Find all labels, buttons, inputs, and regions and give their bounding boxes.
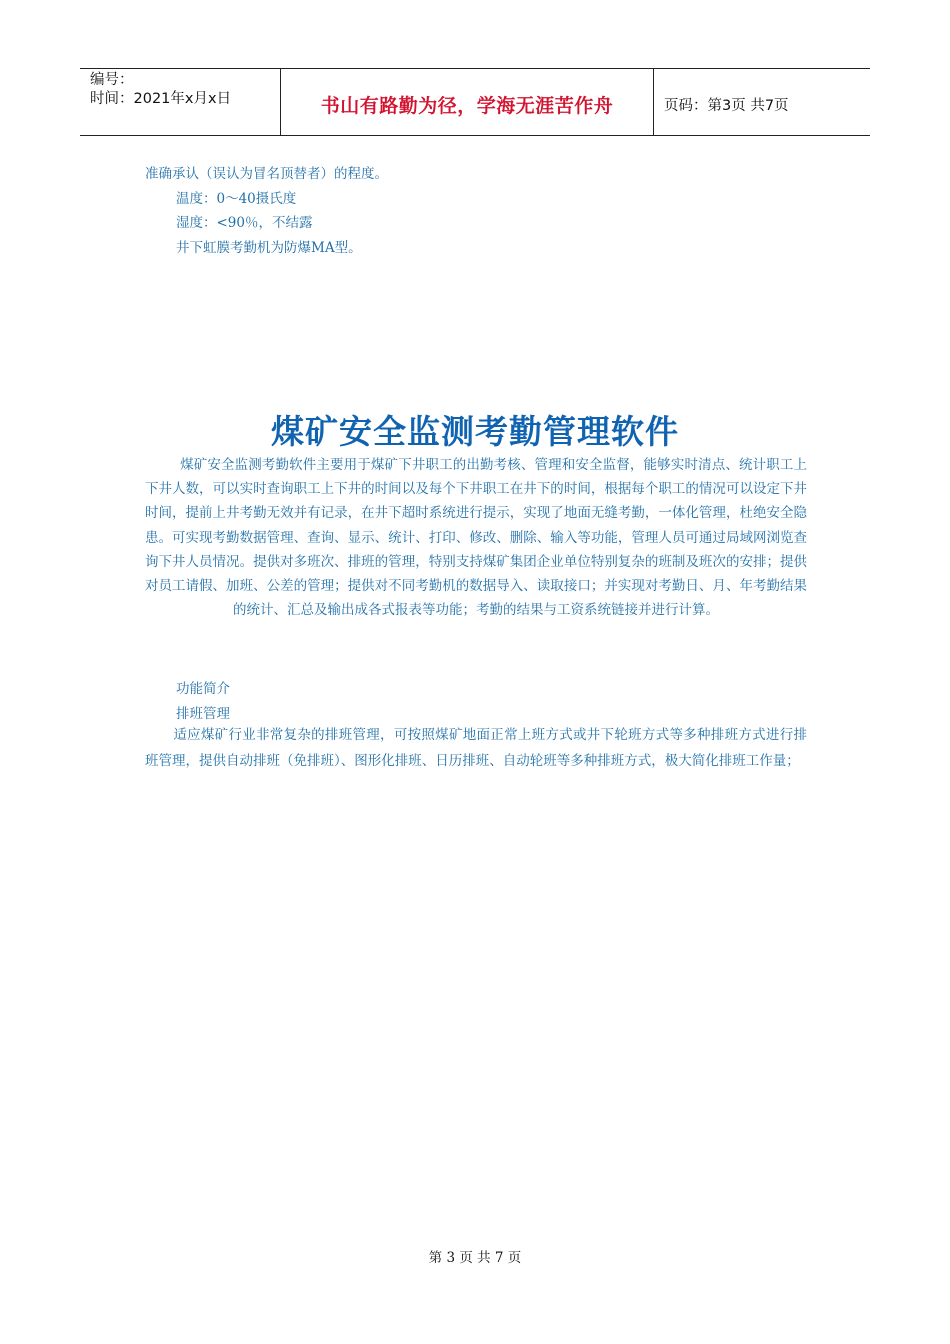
intro-line-4: 井下虹膜考勤机为防爆MA型。 [176,240,362,256]
main-paragraph: 煤矿安全监测考勤软件主要用于煤矿下井职工的出勤考核、管理和安全监督，能够实时清点、统计职工上下井人数，可以实时查询职工上下井的时间以及每个下井职工在井下的时间，根据每个职工的情况可以设定下井时间，提前上井考勤无效并有记录，在井下超时系统进行提示，实现了地面无缝考勤，一体化管理，杜绝安全隐患。可实现考勤数据管理、查询、显示、统计、打印、修改、删除、输入等功能，管理人员可通过局域网浏览查询下井人员情况。提供对多班次、排班的管理，特别支持煤矿集团企业单位特别复杂的班制及班次的安排；提供对员工请假、加班、公差的管理；提供对不同考勤机的数据导入、读取接口；并实现对考勤日、月、年考勤结果的统计、汇总及输出成各式报表等功能；考勤的结果与工资系统链接并进行计算。 [145,457,807,619]
page-header [80,68,870,136]
intro-line-1: 准确承认（误认为冒名顶替者）的程度。 [145,166,388,182]
header-meta [80,69,281,135]
header-page-code: 页码：第3页 共7页 [664,97,789,114]
page-footer: 第 3 页 共 7 页 [428,1250,522,1266]
header-motto-cell [281,69,654,135]
intro-line-3: 湿度：<90％，不结露 [176,215,313,231]
document-date: 时间：2021年x月x日 [90,91,232,107]
section-heading: 功能简介 [176,681,230,697]
header-motto: 书山有路勤为径，学海无涯苦作舟 [320,94,614,117]
intro-line-2: 温度：0～40摄氏度 [176,191,297,207]
document-title: 煤矿安全监测考勤管理软件 [271,412,679,451]
sub-heading: 排班管理 [176,706,230,722]
sub-paragraph: 适应煤矿行业非常复杂的排班管理，可按照煤矿地面正常上班方式或井下轮班方式等多种排班方式进行排班管理，提供自动排班（免排班）、图形化排班、日历排班、自动轮班等多种排班方式，极大简化排班工作量； [145,727,807,769]
document-number-label: 编号： [90,72,134,88]
header-page-code-cell [654,69,870,135]
